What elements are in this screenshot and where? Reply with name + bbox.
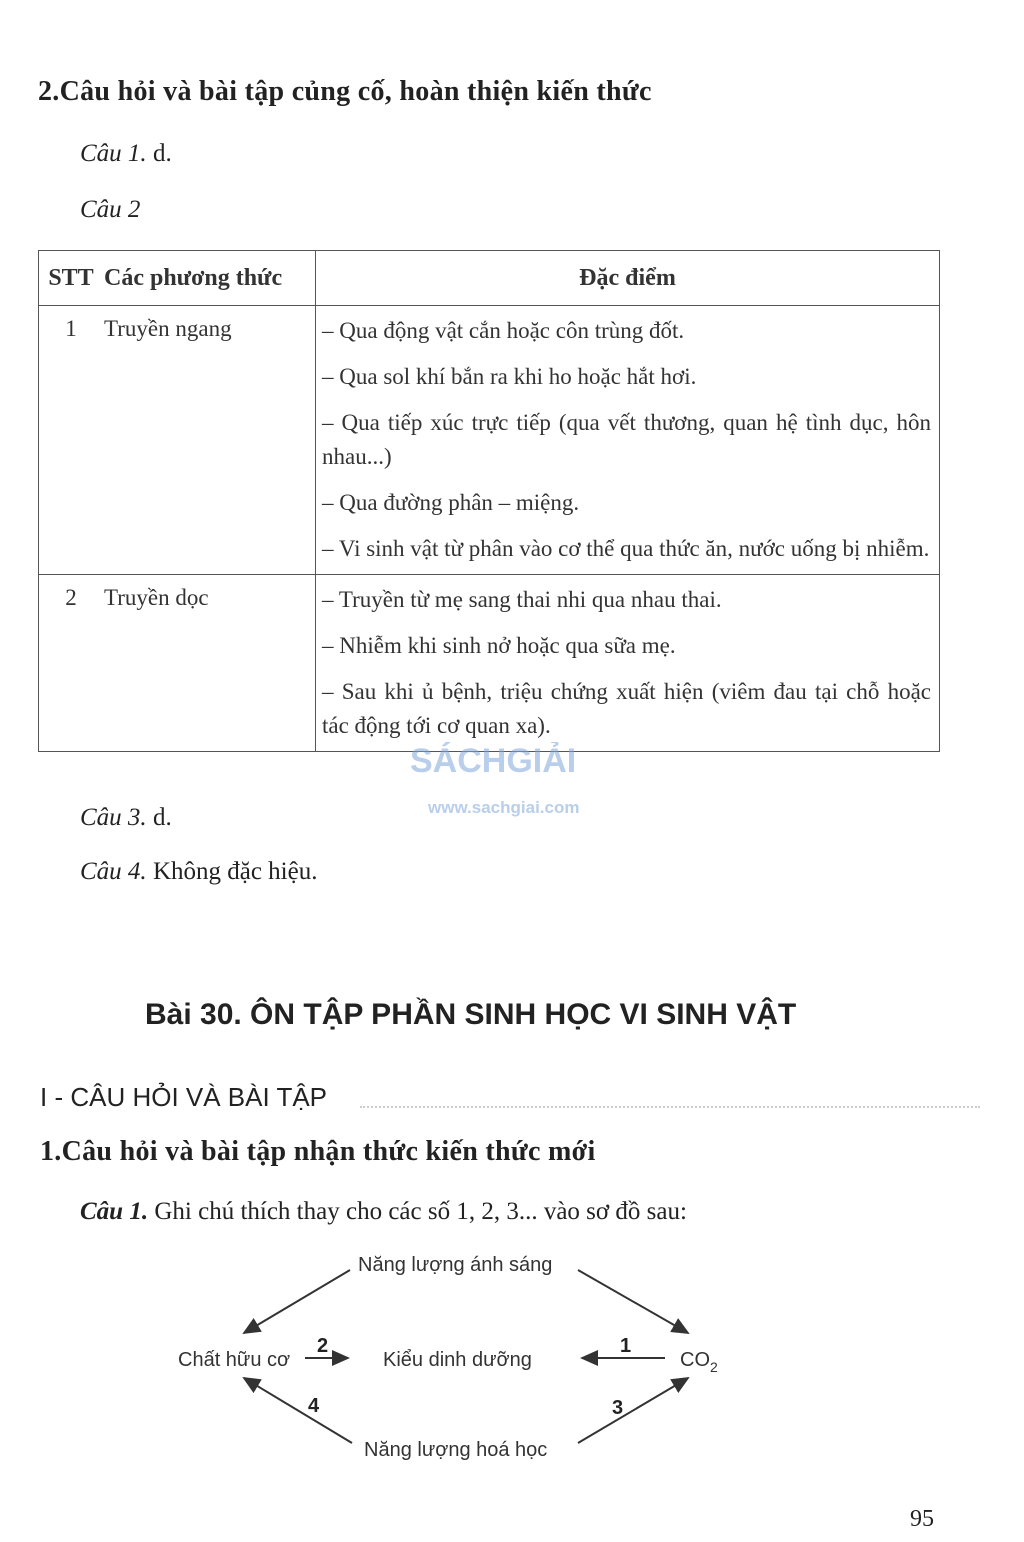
feature-item: – Sau khi ủ bệnh, triệu chứng xuất hiện (viêm đau tại chỗ hoặc tác động tới cơ quan xa). — [322, 679, 931, 738]
label-co2 — [680, 1349, 718, 1375]
number-1: 1 — [620, 1335, 632, 1357]
header-features: Đặc điểm — [316, 251, 940, 306]
page-number: 95 — [910, 1506, 934, 1532]
header-method: Các phương thức — [103, 251, 316, 306]
number-2: 2 — [317, 1335, 329, 1357]
label-nutrition-type: Kiểu dinh dưỡng — [383, 1349, 532, 1371]
number-4: 4 — [308, 1395, 320, 1417]
question-label: Câu 1. — [80, 1198, 149, 1225]
feature-item: – Qua tiếp xúc trực tiếp (qua vết thương, quan hệ tình dục, hôn nhau...) — [322, 410, 931, 469]
lesson-title: Bài 30. ÔN TẬP PHẦN SINH HỌC VI SINH VẬT — [145, 998, 797, 1031]
feature-item: – Qua sol khí bắn ra khi ho hoặc hắt hơi. — [322, 364, 697, 389]
feature-item: – Qua động vật cắn hoặc côn trùng đốt. — [322, 318, 685, 343]
row-method: Truyền dọc — [103, 575, 316, 752]
feature-item: – Vi sinh vật từ phân vào cơ thể qua thức ăn, nước uống bị nhiễm. — [322, 536, 930, 561]
header-stt: STT — [39, 251, 104, 306]
row-stt: 1 — [39, 306, 104, 575]
label-organic-matter: Chất hữu cơ — [178, 1349, 291, 1371]
question-label: Câu 1. — [80, 140, 147, 167]
question-label: Câu 3. — [80, 804, 147, 831]
arrow-light-to-co2 — [578, 1270, 688, 1333]
question-label: Câu 4. — [80, 858, 147, 885]
part-heading: I - CÂU HỎI VÀ BÀI TẬP — [40, 1082, 328, 1112]
label-chemical-energy: Năng lượng hoá học — [364, 1439, 548, 1461]
question-label: Câu 2 — [80, 196, 141, 223]
watermark-logo: SÁCHGIẢI — [410, 742, 577, 780]
row-stt: 2 — [39, 575, 104, 752]
arrow-4 — [244, 1378, 352, 1443]
answer-text: d. — [152, 140, 172, 167]
subsection-heading: 1.Câu hỏi và bài tập nhận thức kiến thức mới — [40, 1136, 596, 1167]
feature-item: – Nhiễm khi sinh nở hoặc qua sữa mẹ. — [322, 633, 676, 658]
question-text: Ghi chú thích thay cho các số 1, 2, 3... vào sơ đồ sau: — [154, 1198, 687, 1225]
number-3: 3 — [612, 1397, 624, 1419]
arrow-light-to-organic — [244, 1270, 350, 1333]
watermark-url: www.sachgiai.com — [428, 798, 580, 817]
feature-item: – Qua đường phân – miệng. — [322, 490, 580, 515]
label-light-energy: Năng lượng ánh sáng — [358, 1254, 553, 1276]
feature-item: – Truyền từ mẹ sang thai nhi qua nhau thai. — [322, 587, 722, 612]
co2-subscript: 2 — [710, 1359, 718, 1375]
co2-main: CO — [680, 1349, 710, 1371]
section-heading: 2.Câu hỏi và bài tập củng cố, hoàn thiện kiến thức — [38, 76, 652, 107]
row-method: Truyền ngang — [103, 306, 316, 575]
answer-text: d. — [152, 804, 172, 831]
answer-text: Không đặc hiệu. — [152, 858, 318, 885]
arrow-3 — [578, 1378, 688, 1443]
